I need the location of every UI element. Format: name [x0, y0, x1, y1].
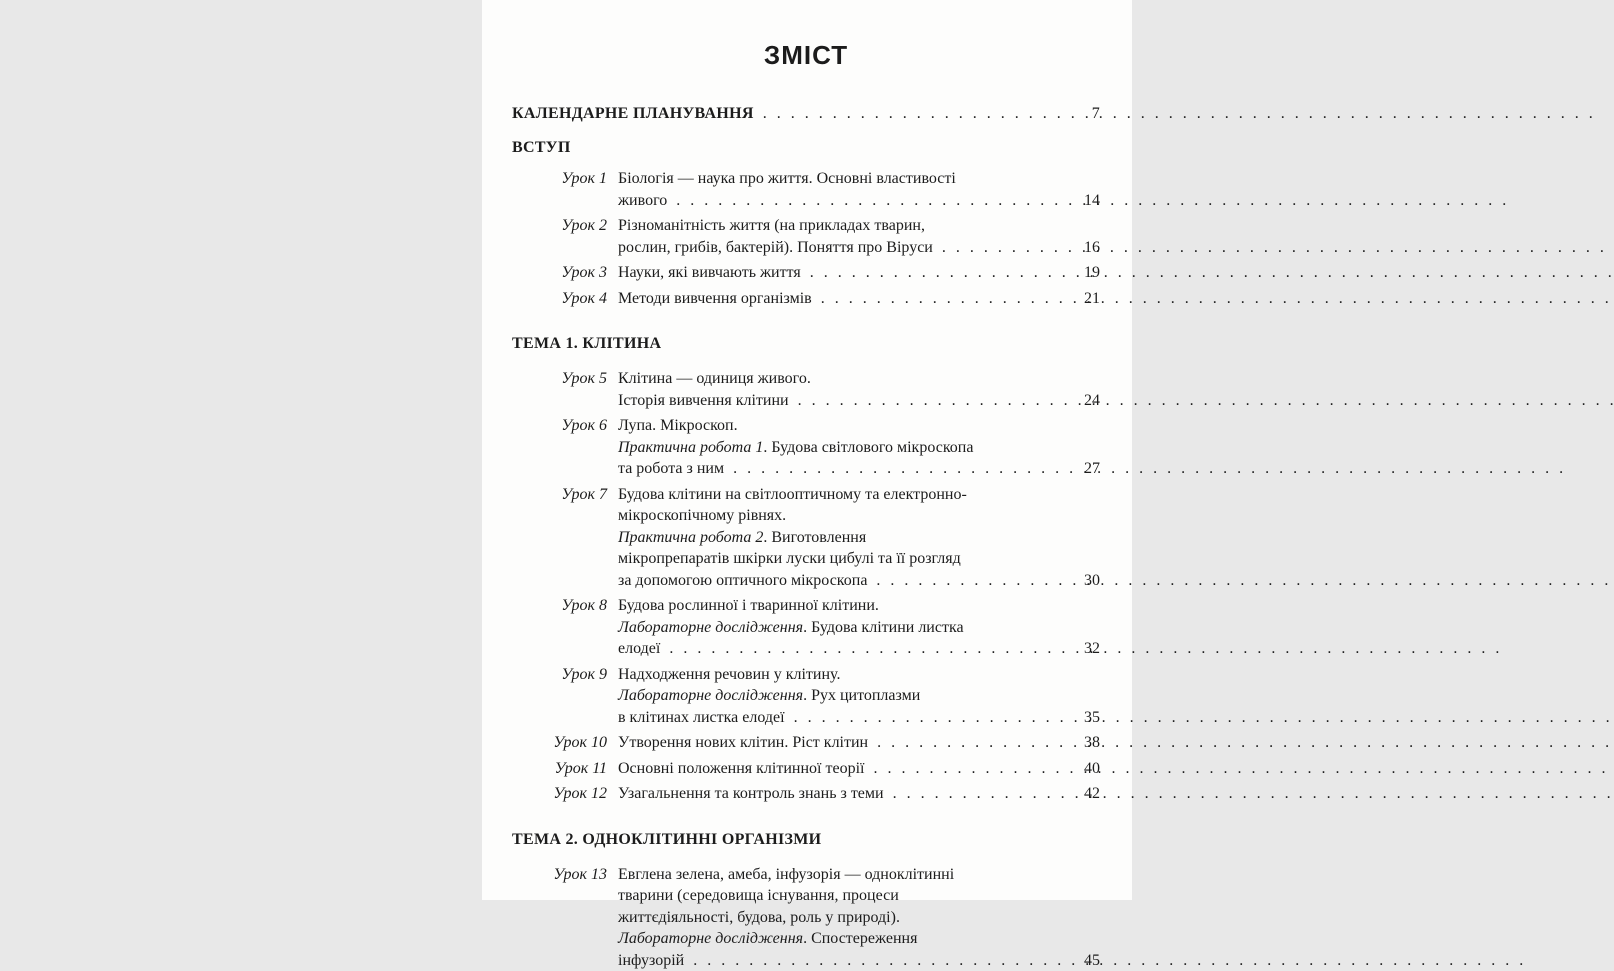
text-segment: Надходження речовин у клітину.: [618, 666, 840, 683]
lesson-text-line: [618, 437, 1100, 459]
lesson-text-line: [618, 907, 1100, 929]
lesson-text-line: [618, 864, 1100, 886]
lesson-text-line: [618, 595, 1100, 617]
lesson-entry: [545, 595, 1100, 660]
lesson-label: Урок 10: [545, 732, 607, 754]
text-segment: . Виготовлення: [763, 529, 866, 546]
lesson-text: [618, 262, 801, 284]
lesson-text: [618, 190, 667, 212]
lesson-entry: [545, 215, 1100, 258]
lesson-text: [618, 370, 811, 387]
text-segment: Практична робота 1: [618, 439, 763, 456]
text-segment: мікропрепаратів шкірки луски цибулі та її розгляд: [618, 550, 961, 567]
lesson-text-line: [618, 783, 1100, 805]
lesson-text: [618, 707, 785, 729]
page-number: 45: [1076, 950, 1100, 971]
lesson-text: [618, 909, 900, 926]
lesson-text: [618, 783, 884, 805]
text-segment: Узагальнення та контроль знань з теми: [618, 785, 884, 802]
lesson-text-line: [618, 484, 1100, 506]
text-segment: Утворення нових клітин. Ріст клітин: [618, 734, 868, 751]
dot-leader: [693, 950, 1066, 971]
lesson-description: [618, 732, 1100, 754]
lesson-label: Урок 8: [545, 595, 607, 660]
dot-leader: [821, 288, 1066, 310]
section-heading: ТЕМА 1. КЛІТИНА: [512, 333, 1100, 354]
lesson-entry: [545, 288, 1100, 310]
lesson-label: Урок 5: [545, 368, 607, 411]
lesson-text: [618, 390, 789, 412]
lesson-text-line: [618, 928, 1100, 950]
lesson-text-line: [618, 215, 1100, 237]
lesson-text-line: [618, 168, 1100, 190]
lesson-text-line: [618, 548, 1100, 570]
lesson-text: [618, 887, 899, 904]
page-title: ЗМІСТ: [512, 40, 1100, 71]
text-segment: живого: [618, 192, 667, 209]
page-number: 40: [1076, 758, 1100, 780]
toc-page: [482, 0, 1132, 900]
text-segment: та робота з ним: [618, 460, 724, 477]
lesson-text: [618, 170, 956, 187]
lesson-description: [618, 758, 1100, 780]
toc-list: [512, 103, 1100, 971]
text-segment: . Будова світлового мікроскопа: [763, 439, 973, 456]
lesson-entry: [545, 732, 1100, 754]
lesson-text: [618, 550, 961, 567]
section-heading-label: КАЛЕНДАРНЕ ПЛАНУВАННЯ: [512, 103, 754, 124]
section-heading: ТЕМА 2. ОДНОКЛІТИННІ ОРГАНІЗМИ: [512, 829, 1100, 850]
dot-leader: [942, 237, 1066, 259]
lesson-label: Урок 4: [545, 288, 607, 310]
lesson-text-line: [618, 758, 1100, 780]
lesson-text: [618, 687, 920, 704]
dot-leader: [893, 783, 1066, 805]
dot-leader: [763, 103, 1066, 124]
lesson-description: [618, 664, 1100, 729]
text-segment: життєдіяльності, будова, роль у природі).: [618, 909, 900, 926]
text-segment: Науки, які вивчають життя: [618, 264, 801, 281]
lesson-label: Урок 6: [545, 415, 607, 480]
section-heading: ВСТУП: [512, 137, 1100, 158]
lesson-text-line: [618, 664, 1100, 686]
section-heading-row: [512, 103, 1100, 124]
dot-leader: [794, 707, 1066, 729]
lesson-text-line: [618, 458, 1100, 480]
lesson-text: [618, 666, 840, 683]
lesson-text-line: [618, 415, 1100, 437]
lesson-text-line: [618, 885, 1100, 907]
lesson-label: Урок 11: [545, 758, 607, 780]
text-segment: Лабораторне дослідження: [618, 687, 803, 704]
lesson-text: [618, 237, 933, 259]
lesson-text-line: [618, 685, 1100, 707]
page-number: 14: [1076, 190, 1100, 212]
lesson-text: [618, 732, 868, 754]
text-segment: Клітина — одиниця живого.: [618, 370, 811, 387]
text-segment: Біологія — наука про життя. Основні властивості: [618, 170, 956, 187]
lesson-entry: [545, 783, 1100, 805]
lesson-description: [618, 484, 1100, 592]
text-segment: інфузорій: [618, 952, 684, 969]
text-segment: Лупа. Мікроскоп.: [618, 417, 738, 434]
text-segment: в клітинах листка елодеї: [618, 709, 785, 726]
lesson-description: [618, 168, 1100, 211]
text-segment: рослин, грибів, бактерій). Поняття про Віруси: [618, 239, 933, 256]
lesson-entry: [545, 864, 1100, 971]
lesson-text: [618, 930, 917, 947]
lesson-description: [618, 783, 1100, 805]
dot-leader: [733, 458, 1066, 480]
text-segment: Лабораторне дослідження: [618, 930, 803, 947]
dot-leader: [876, 570, 1066, 592]
lesson-entry: [545, 664, 1100, 729]
lesson-description: [618, 262, 1100, 284]
page-number: 21: [1076, 288, 1100, 310]
lesson-label: Урок 1: [545, 168, 607, 211]
lesson-text: [618, 288, 812, 310]
text-segment: Евглена зелена, амеба, інфузорія — одноклітинні: [618, 866, 954, 883]
lesson-text: [618, 458, 724, 480]
lesson-description: [618, 288, 1100, 310]
lesson-text-line: [618, 368, 1100, 390]
lesson-text: [618, 529, 866, 546]
lesson-text-line: [618, 262, 1100, 284]
page-number: 19: [1076, 262, 1100, 284]
text-segment: . Будова клітини листка: [803, 619, 964, 636]
text-segment: елодеї: [618, 640, 660, 657]
lesson-description: [618, 415, 1100, 480]
dot-leader: [873, 758, 1066, 780]
text-segment: за допомогою оптичного мікроскопа: [618, 572, 867, 589]
text-segment: Різноманітність життя (на прикладах тварин,: [618, 217, 925, 234]
lesson-description: [618, 864, 1100, 971]
text-segment: Історія вивчення клітини: [618, 392, 789, 409]
text-segment: . Спостереження: [803, 930, 917, 947]
lesson-text: [618, 866, 954, 883]
text-segment: Основні положення клітинної теорії: [618, 760, 864, 777]
lesson-text: [618, 439, 973, 456]
page-number: 35: [1076, 707, 1100, 729]
page-number: 42: [1076, 783, 1100, 805]
lesson-label: Урок 3: [545, 262, 607, 284]
lesson-text-line: [618, 237, 1100, 259]
lesson-entry: [545, 262, 1100, 284]
lesson-entry: [545, 368, 1100, 411]
lesson-text-line: [618, 732, 1100, 754]
lesson-text: [618, 758, 864, 780]
lesson-text-line: [618, 505, 1100, 527]
lesson-text: [618, 507, 786, 524]
text-segment: мікроскопічному рівнях.: [618, 507, 786, 524]
page-number: 24: [1076, 390, 1100, 412]
lesson-text-line: [618, 707, 1100, 729]
lesson-text: [618, 417, 738, 434]
lesson-label: Урок 7: [545, 484, 607, 592]
dot-leader: [877, 732, 1066, 754]
text-segment: Будова клітини на світлооптичному та електронно-: [618, 486, 967, 503]
lesson-text-line: [618, 570, 1100, 592]
dot-leader: [676, 190, 1066, 212]
text-segment: Будова рослинної і тваринної клітини.: [618, 597, 879, 614]
lesson-entry: [545, 758, 1100, 780]
lesson-text: [618, 619, 964, 636]
lesson-entry: [545, 484, 1100, 592]
lesson-entry: [545, 168, 1100, 211]
text-segment: . Рух цитоплазми: [803, 687, 920, 704]
lesson-text-line: [618, 950, 1100, 971]
lesson-text: [618, 597, 879, 614]
lesson-text-line: [618, 390, 1100, 412]
lesson-label: Урок 9: [545, 664, 607, 729]
lesson-entry: [545, 415, 1100, 480]
page-number: 27: [1076, 458, 1100, 480]
dot-leader: [669, 638, 1066, 660]
lesson-text-line: [618, 288, 1100, 310]
lesson-text-line: [618, 638, 1100, 660]
lesson-label: Урок 12: [545, 783, 607, 805]
lesson-text-line: [618, 617, 1100, 639]
text-segment: Практична робота 2: [618, 529, 763, 546]
page-number: 32: [1076, 638, 1100, 660]
dot-leader: [810, 262, 1066, 284]
lesson-description: [618, 595, 1100, 660]
lesson-description: [618, 368, 1100, 411]
lesson-text: [618, 217, 925, 234]
page-number: 7: [1076, 103, 1100, 124]
lesson-text-line: [618, 527, 1100, 549]
text-segment: Лабораторне дослідження: [618, 619, 803, 636]
lesson-text: [618, 570, 867, 592]
lesson-text: [618, 486, 967, 503]
page-number: 38: [1076, 732, 1100, 754]
dot-leader: [798, 390, 1066, 412]
lesson-text-line: [618, 190, 1100, 212]
text-segment: тварини (середовища існування, процеси: [618, 887, 899, 904]
lesson-text: [618, 950, 684, 971]
lesson-label: Урок 2: [545, 215, 607, 258]
page-number: 16: [1076, 237, 1100, 259]
lesson-label: Урок 13: [545, 864, 607, 971]
page-number: 30: [1076, 570, 1100, 592]
lesson-description: [618, 215, 1100, 258]
lesson-text: [618, 638, 660, 660]
text-segment: Методи вивчення організмів: [618, 290, 812, 307]
